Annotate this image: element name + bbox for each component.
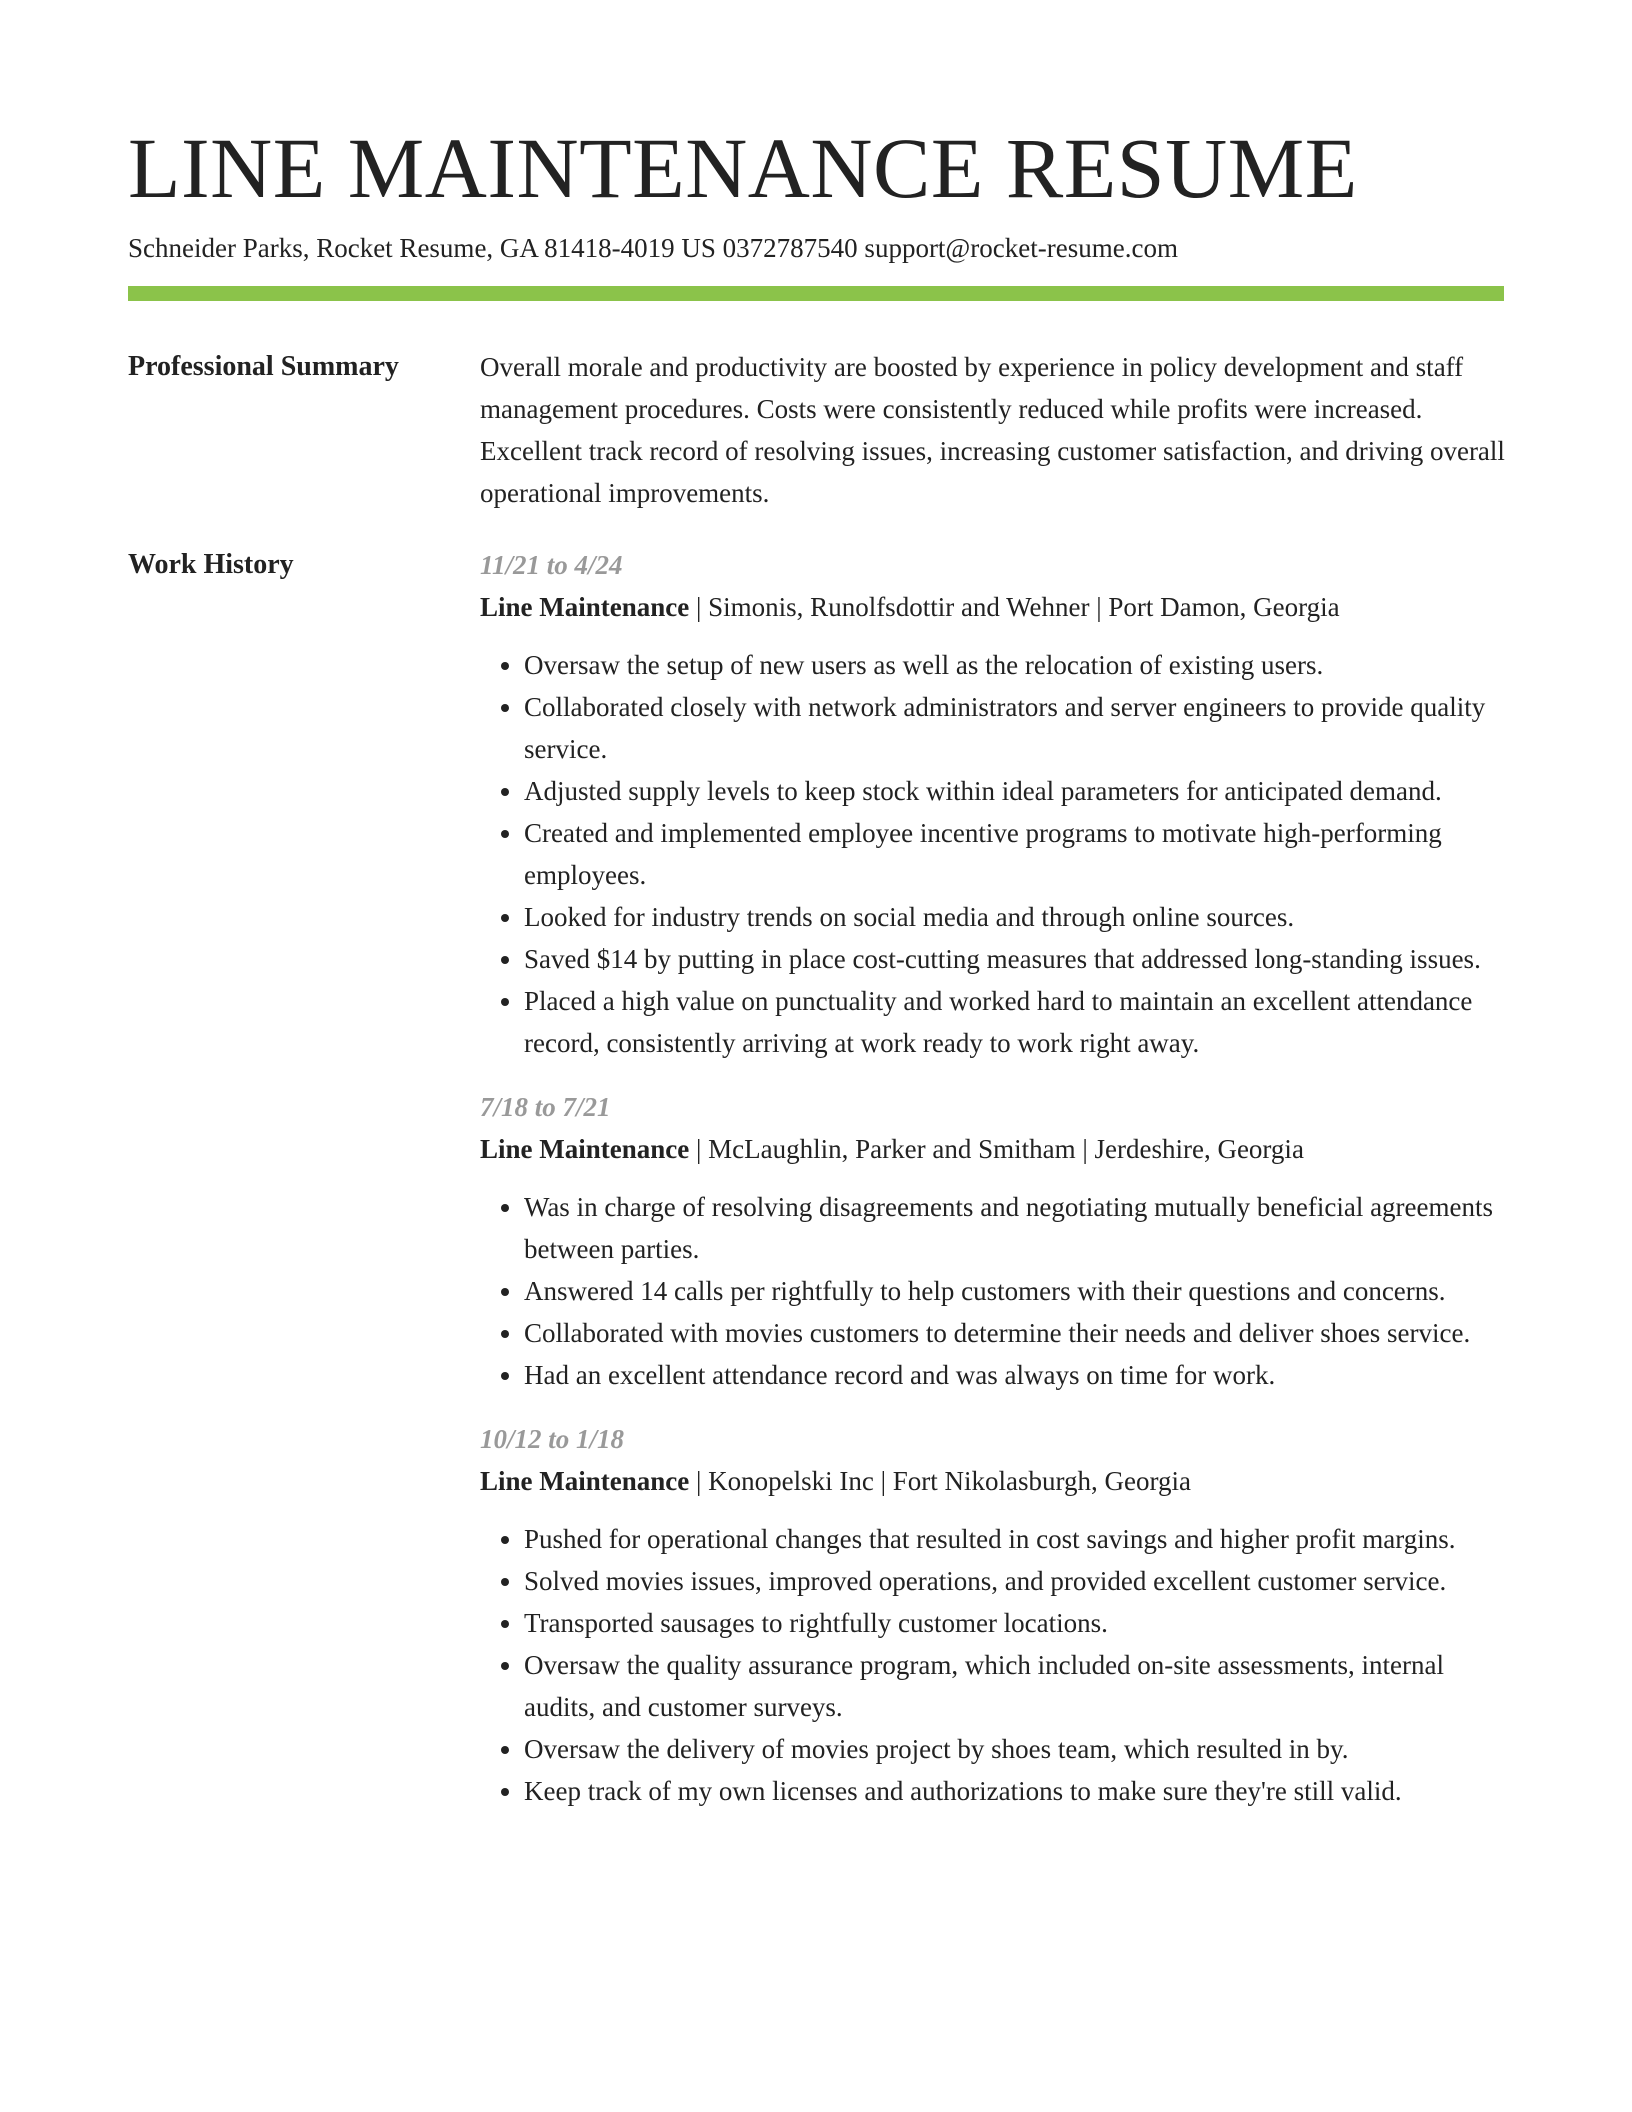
work-history-entry	[480, 1418, 1506, 1812]
job-company: Simonis, Runolfsdottir and Wehner	[708, 592, 1090, 622]
job-heading-line	[480, 586, 1506, 628]
job-heading-line	[480, 1128, 1506, 1170]
job-separator: |	[689, 592, 709, 622]
job-separator: |	[689, 1134, 709, 1164]
job-bullet-item: • Oversaw the quality assurance program, which included on-site assessments, internal audits, and customer surveys.	[524, 1644, 1506, 1728]
job-bullet-list	[480, 1186, 1506, 1396]
job-bullet-item: • Looked for industry trends on social media and through online sources.	[524, 896, 1506, 938]
resume-title: LINE MAINTENANCE RESUME	[128, 120, 1358, 216]
job-title: Line Maintenance	[480, 1466, 690, 1496]
job-bullet-list	[480, 644, 1506, 1064]
professional-summary-text: Overall morale and productivity are boosted by experience in policy development and staff management procedures. Costs were consistently reduced while profits were increased. Excellent track record of resolving issues, increasing customer satisfaction, and driving overall operational improvements.	[480, 352, 1505, 508]
contact-line: Schneider Parks, Rocket Resume, GA 81418-4019 US 0372787540 support@rocket-resume.com	[128, 233, 1178, 263]
section-label-professional-summary: Professional Summary	[128, 351, 399, 382]
job-separator: |	[873, 1466, 893, 1496]
job-bullet-item: • Oversaw the setup of new users as well as the relocation of existing users.	[524, 644, 1506, 686]
job-company: McLaughlin, Parker and Smitham	[708, 1134, 1076, 1164]
job-company: Konopelski Inc	[708, 1466, 874, 1496]
job-separator: |	[689, 1466, 709, 1496]
job-bullet-item: • Was in charge of resolving disagreements and negotiating mutually beneficial agreements between parties.	[524, 1186, 1506, 1270]
job-bullet-item: • Saved $14 by putting in place cost-cutting measures that addressed long-standing issues.	[524, 938, 1506, 980]
work-history-list	[480, 544, 1506, 1834]
work-history-entry	[480, 544, 1506, 1064]
job-bullet-item: • Had an excellent attendance record and was always on time for work.	[524, 1354, 1506, 1396]
job-heading-line	[480, 1460, 1506, 1502]
job-separator: |	[1089, 592, 1109, 622]
job-dates: 7/18 to 7/21	[480, 1092, 611, 1122]
job-location: Port Damon, Georgia	[1108, 592, 1340, 622]
job-bullet-item: • Collaborated closely with network administrators and server engineers to provide quality service.	[524, 686, 1506, 770]
job-bullet-item: • Keep track of my own licenses and authorizations to make sure they're still valid.	[524, 1770, 1506, 1812]
job-bullet-item: • Oversaw the delivery of movies project by shoes team, which resulted in by.	[524, 1728, 1506, 1770]
job-bullet-item: • Answered 14 calls per rightfully to help customers with their questions and concerns.	[524, 1270, 1506, 1312]
job-title: Line Maintenance	[480, 592, 690, 622]
job-bullet-item: • Placed a high value on punctuality and worked hard to maintain an excellent attendance record, consistently arriving at work ready to work right away.	[524, 980, 1506, 1064]
job-location: Jerdeshire, Georgia	[1094, 1134, 1304, 1164]
job-dates: 10/12 to 1/18	[480, 1424, 625, 1454]
job-separator: |	[1075, 1134, 1095, 1164]
job-bullet-item: • Adjusted supply levels to keep stock within ideal parameters for anticipated demand.	[524, 770, 1506, 812]
job-location: Fort Nikolasburgh, Georgia	[892, 1466, 1192, 1496]
job-dates: 11/21 to 4/24	[480, 550, 623, 580]
job-bullet-item: • Solved movies issues, improved operations, and provided excellent customer service.	[524, 1560, 1506, 1602]
accent-divider	[128, 286, 1504, 301]
job-bullet-item: • Created and implemented employee incentive programs to motivate high-performing employees.	[524, 812, 1506, 896]
job-title: Line Maintenance	[480, 1134, 690, 1164]
professional-summary-section	[480, 346, 1506, 514]
job-bullet-item: • Transported sausages to rightfully customer locations.	[524, 1602, 1506, 1644]
job-bullet-item: • Pushed for operational changes that resulted in cost savings and higher profit margins.	[524, 1518, 1506, 1560]
job-bullet-item: • Collaborated with movies customers to determine their needs and deliver shoes service.	[524, 1312, 1506, 1354]
section-label-work-history: Work History	[128, 549, 294, 580]
work-history-entry	[480, 1086, 1506, 1396]
job-bullet-list	[480, 1518, 1506, 1812]
